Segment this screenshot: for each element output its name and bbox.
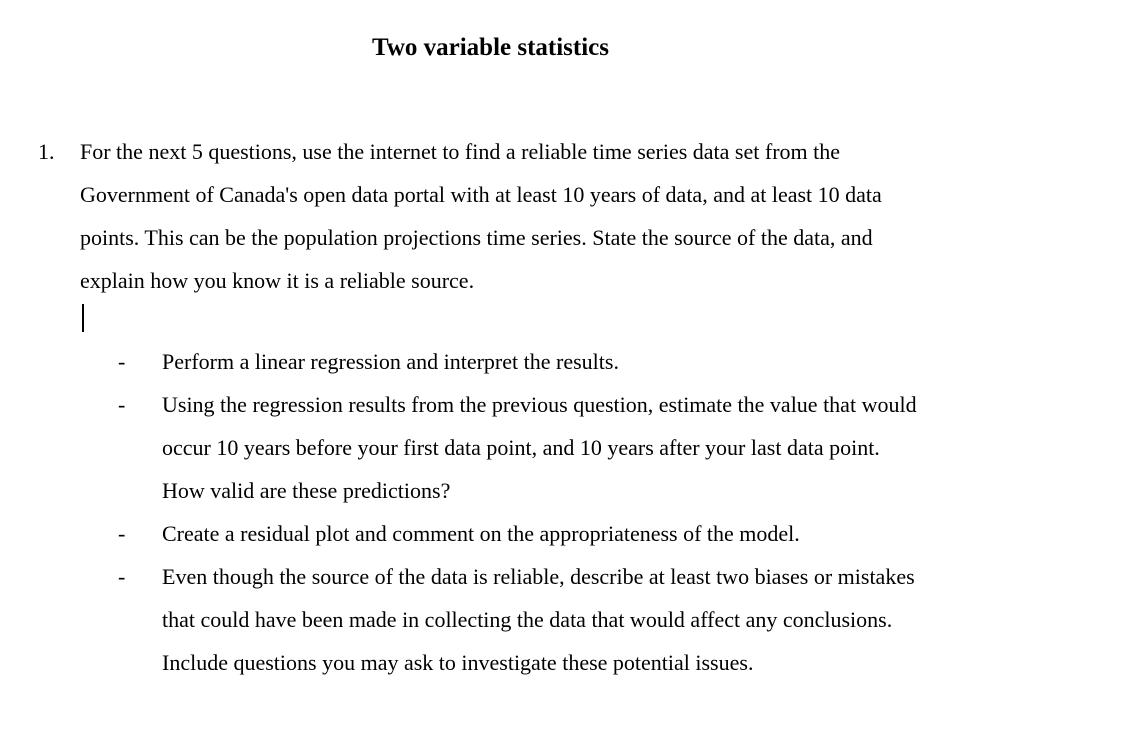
sub-question-text [162,512,1098,555]
sub-question-item [118,340,1098,383]
sub-question-line: How valid are these predictions? [162,478,451,503]
sub-question-text [162,340,1098,383]
sub-question-line: Include questions you may ask to investigate these potential issues. [162,650,754,675]
sub-question-list [118,340,1098,684]
dash-marker: - [118,521,126,546]
sub-question-text [162,383,1098,512]
sub-question-line: that could have been made in collecting the data that would affect any conclusions. [162,607,893,632]
document-title: Two variable statistics [372,34,610,61]
question-text-line: explain how you know it is a reliable source. [80,268,475,293]
dash-marker: - [118,392,126,417]
sub-question-line: Even though the source of the data is reliable, describe at least two biases or mistakes [162,564,915,589]
sub-question-line: Perform a linear regression and interpret the results. [162,349,619,374]
question-number: 1. [38,139,55,164]
dash-marker: - [118,349,126,374]
sub-question-line: Create a residual plot and comment on the appropriateness of the model. [162,521,800,546]
sub-question-line: Using the regression results from the previous question, estimate the value that would [162,392,917,417]
text-cursor [82,304,84,332]
sub-question-item [118,512,1098,555]
sub-question-item [118,555,1098,684]
question-text-line: Government of Canada's open data portal with at least 10 years of data, and at least 10 data [80,182,882,207]
dash-marker: - [118,564,126,589]
sub-question-line: occur 10 years before your first data point, and 10 years after your last data point. [162,435,880,460]
sub-question-item [118,383,1098,512]
sub-question-text [162,555,1098,684]
question-text-line: points. This can be the population projections time series. State the source of the data, and [80,225,873,250]
question-text-line: For the next 5 questions, use the internet to find a reliable time series data set from the [80,139,841,164]
question-text [80,130,1040,302]
